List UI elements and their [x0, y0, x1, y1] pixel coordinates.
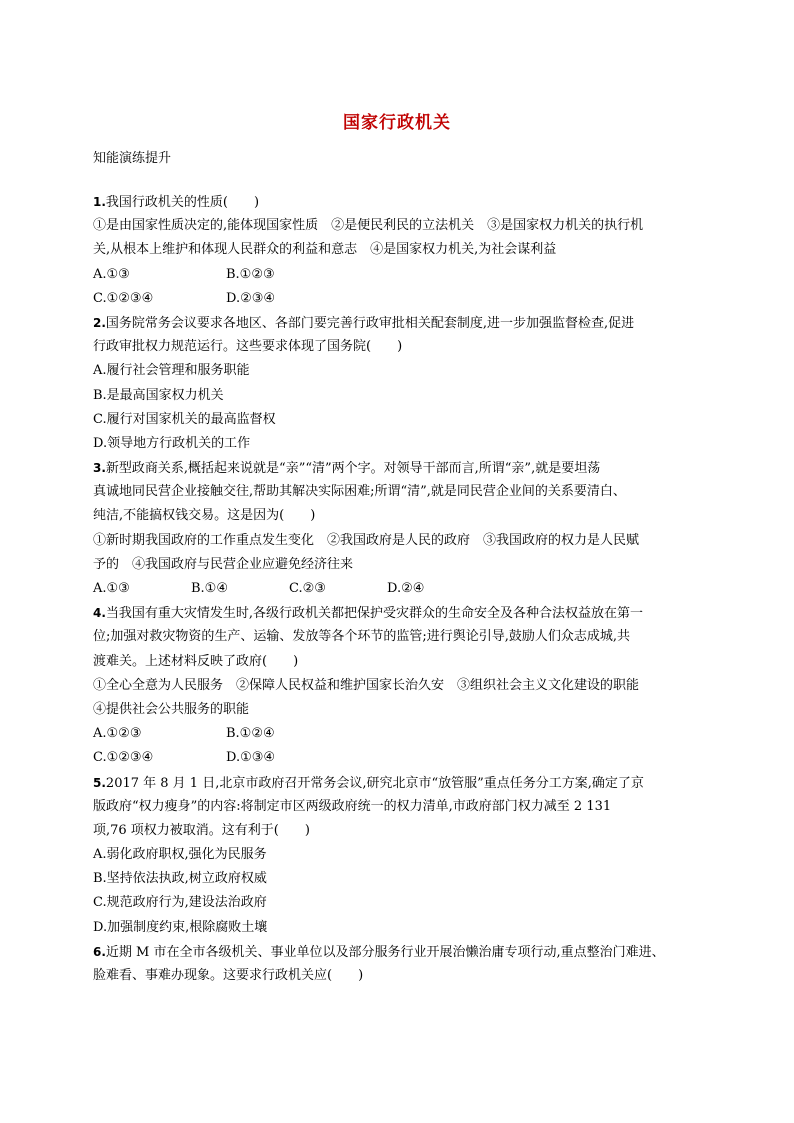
question-3-stem: 3.新型政商关系,概括起来说就是“亲”“清”两个字。对领导干部而言,所谓“亲”,就是要坦荡 [93, 461, 601, 477]
question-number: 4. [93, 606, 106, 621]
option-d[interactable]: D.②④ [387, 581, 425, 596]
question-1-items: 关,从根本上维护和体现人民群众的利益和意志 ④是国家权力机关,为社会谋利益 [93, 242, 557, 258]
option-d[interactable]: D.领导地方行政机关的工作 [93, 435, 251, 451]
question-number: 2. [93, 315, 106, 330]
option-d[interactable]: D.②③④ [226, 290, 276, 306]
option-b[interactable]: B.是最高国家权力机关 [93, 387, 224, 403]
option-c[interactable]: C.履行对国家机关的最高监督权 [93, 411, 276, 427]
question-1-options [93, 287, 713, 311]
option-d[interactable]: D.加强制度约束,根除腐败土壤 [93, 919, 268, 935]
question-1-items: ①是由国家性质决定的,能体现国家性质 ②是便民利民的立法机关 ③是国家权力机关的执行机 [93, 218, 644, 234]
option-c[interactable]: C.规范政府行为,建设法治政府 [93, 895, 267, 911]
question-3-stem: 纯洁,不能搞权钱交易。这是因为( ) [93, 508, 316, 524]
question-6-stem: 脸难看、事难办现象。这要求行政机关应( ) [93, 968, 364, 983]
option-a[interactable]: A.①②③ [93, 726, 142, 742]
question-4-options [93, 722, 713, 746]
question-5-stem: 项,76 项权力被取消。这有利于( ) [93, 822, 310, 838]
option-a[interactable]: A.履行社会管理和服务职能 [93, 363, 250, 379]
question-3-items: ①新时期我国政府的工作重点发生变化 ②我国政府是人民的政府 ③我国政府的权力是人民赋 [93, 532, 640, 548]
question-3-items: 予的 ④我国政府与民营企业应避免经济往来 [93, 556, 354, 572]
question-number: 6. [93, 944, 106, 959]
question-4-stem: 位;加强对救灾物资的生产、运输、发放等各个环节的监管;进行舆论引导,鼓励人们众志成城,共 [93, 629, 631, 645]
question-4-options [93, 746, 713, 770]
option-b[interactable]: B.坚持依法执政,树立政府权威 [93, 871, 267, 887]
question-number: 5. [93, 775, 106, 790]
question-4-items: ④提供社会公共服务的职能 [93, 701, 250, 717]
option-c[interactable]: C.①②③④ [93, 750, 154, 766]
option-a[interactable]: A.弱化政府职权,强化为民服务 [93, 847, 267, 863]
option-c[interactable]: C.②③ [289, 581, 326, 596]
question-3-options [93, 577, 713, 601]
option-a[interactable]: A.①③ [93, 581, 130, 596]
section-heading: 知能演练提升 [93, 151, 172, 166]
option-a[interactable]: A.①③ [93, 266, 130, 282]
question-2-stem: 行政审批权力规范运行。这些要求体现了国务院( ) [93, 339, 403, 355]
question-6-stem: 6.近期 M 市在全市各级机关、事业单位以及部分服务行业开展治懒治庸专项行动,重点整治门难进、 [93, 944, 665, 960]
question-3-stem: 真诚地同民营企业接触交往,帮助其解决实际困难;所谓“清”,就是同民营企业间的关系要清白、 [93, 484, 626, 500]
question-number: 1. [93, 195, 106, 209]
question-number: 3. [93, 461, 106, 476]
page-title: 国家行政机关 [343, 113, 451, 133]
question-4-stem: 4.当我国有重大灾情发生时,各级行政机关都把保护受灾群众的生命安全及各种合法权益放在第一 [93, 606, 644, 622]
question-4-items: ①全心全意为人民服务 ②保障人民权益和维护国家长治久安 ③组织社会主义文化建设的职能 [93, 677, 640, 693]
option-c[interactable]: C.①②③④ [93, 290, 154, 306]
option-d[interactable]: D.①③④ [226, 750, 276, 766]
question-5-stem: 5.2017 年 8 月 1 日,北京市政府召开常务会议,研究北京市“放管服”重点任务分工方案,确定了京 [93, 775, 644, 791]
question-2-stem: 2.国务院常务会议要求各地区、各部门要完善行政审批相关配套制度,进一步加强监督检查,促进 [93, 315, 635, 331]
option-b[interactable]: B.①④ [191, 581, 228, 596]
question-list [93, 190, 713, 988]
option-b[interactable]: B.①②③ [226, 266, 275, 282]
question-1-options [93, 263, 713, 287]
option-b[interactable]: B.①②④ [226, 726, 275, 742]
question-1-stem: 1.我国行政机关的性质( ) [93, 195, 260, 210]
question-5-stem: 版政府“权力瘦身”的内容:将制定市区两级政府统一的权力清单,市政府部门权力减至 2 131 [93, 798, 612, 814]
question-4-stem: 渡难关。上述材料反映了政府( ) [93, 653, 299, 669]
